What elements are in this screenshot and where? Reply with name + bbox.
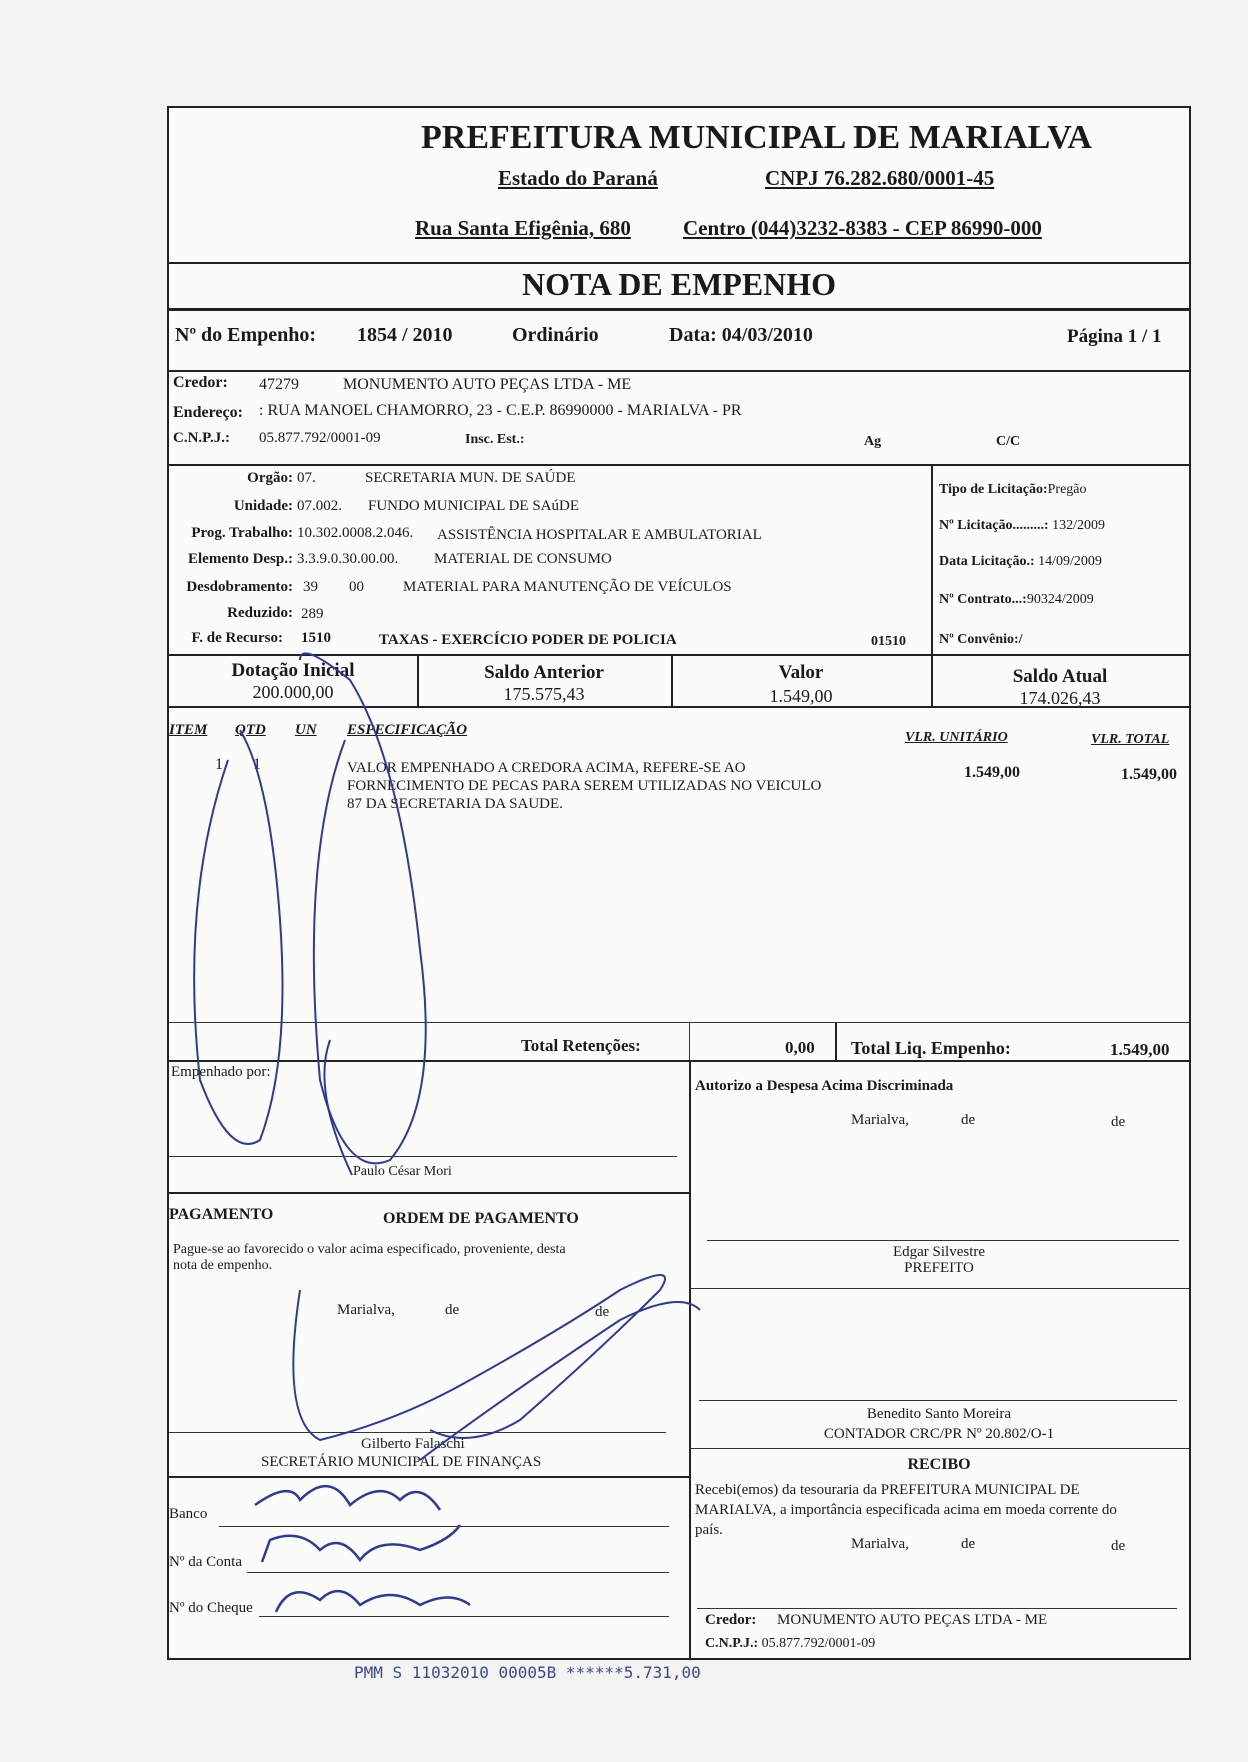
numero-contrato: Nº Contrato...:90324/2009 bbox=[939, 592, 1094, 607]
cnpj-label: C.N.P.J.: bbox=[173, 430, 230, 446]
row-spec-line1: VALOR EMPENHADO A CREDORA ACIMA, REFERE-SE AO bbox=[347, 760, 746, 776]
autorizo-label: Autorizo a Despesa Acima Discriminada bbox=[695, 1078, 954, 1094]
pagamento-label: PAGAMENTO bbox=[169, 1206, 274, 1223]
recibo-city: Marialva, bbox=[851, 1536, 909, 1552]
page-number: Página 1 / 1 bbox=[1067, 326, 1162, 347]
contador-role: CONTADOR CRC/PR Nº 20.802/O-1 bbox=[823, 1426, 1055, 1442]
credor-label: Credor: bbox=[173, 374, 228, 391]
data-licitacao: Data Licitação.: 14/09/2009 bbox=[939, 554, 1102, 569]
recurso-code: 1510 bbox=[301, 630, 331, 646]
credor-name: MONUMENTO AUTO PEÇAS LTDA - ME bbox=[343, 376, 632, 393]
signer-2: Gilberto Falaschi bbox=[361, 1436, 465, 1452]
dotacao-value: 200.000,00 bbox=[252, 682, 334, 702]
recibo-de-1: de bbox=[961, 1536, 976, 1552]
retencoes-label: Total Retenções: bbox=[521, 1036, 641, 1055]
cc-label: C/C bbox=[996, 434, 1021, 449]
col-qtd: QTD bbox=[235, 722, 266, 738]
address-label: Endereço: bbox=[173, 404, 243, 421]
prefeito-role: PREFEITO bbox=[904, 1260, 974, 1276]
contact-text: Centro (044)3232-8383 - CEP 86990-000 bbox=[683, 216, 1042, 240]
reduzido-label: Reduzido: bbox=[227, 605, 293, 621]
valor-value: 1.549,00 bbox=[769, 686, 833, 706]
desdobramento-code: 39 bbox=[303, 579, 318, 595]
saldo-atual-value: 174.026,43 bbox=[1019, 688, 1101, 708]
credor-address: : RUA MANOEL CHAMORRO, 23 - C.E.P. 86990000 - MARIALVA - PR bbox=[259, 402, 742, 419]
empenho-number: 1854 / 2010 bbox=[357, 324, 453, 346]
numero-licitacao: Nº Licitação.........: 132/2009 bbox=[939, 518, 1105, 533]
cheque-label: Nº do Cheque bbox=[169, 1600, 253, 1616]
unidade-code: 07.002. bbox=[297, 498, 342, 514]
autorizo-city: Marialva, bbox=[851, 1112, 909, 1128]
recibo-de-2: de bbox=[1111, 1538, 1126, 1554]
recibo-line-2: MARIALVA, a importância especificada acima em moeda corrente do bbox=[695, 1502, 1117, 1518]
document-title: NOTA DE EMPENHO bbox=[521, 266, 837, 302]
pague-line-2: nota de empenho. bbox=[173, 1258, 273, 1273]
contador-name: Benedito Santo Moreira bbox=[866, 1406, 1012, 1422]
recurso-label: F. de Recurso: bbox=[191, 630, 283, 646]
orgao-code: 07. bbox=[297, 470, 316, 486]
ag-label: Ag bbox=[864, 434, 882, 449]
row-vlr-unitario: 1.549,00 bbox=[964, 764, 1020, 781]
recurso-name: TAXAS - EXERCÍCIO PODER DE POLICIA bbox=[379, 632, 677, 648]
saldo-anterior-label: Saldo Anterior bbox=[484, 662, 604, 683]
signer-1: Paulo César Mori bbox=[353, 1164, 452, 1179]
numero-convenio: Nº Convênio:/ bbox=[939, 632, 1023, 647]
reduzido-value: 289 bbox=[301, 606, 324, 622]
empenho-label: Nº do Empenho: bbox=[175, 324, 317, 346]
elemento-code: 3.3.9.0.30.00.00. bbox=[297, 551, 399, 567]
pagamento-de-1: de bbox=[445, 1302, 460, 1318]
col-un: UN bbox=[295, 722, 317, 738]
pagamento-de-2: de bbox=[595, 1304, 610, 1320]
prefeito-name: Edgar Silvestre bbox=[892, 1244, 986, 1260]
ordem-pagamento-label: ORDEM DE PAGAMENTO bbox=[383, 1210, 579, 1227]
valor-label: Valor bbox=[778, 662, 824, 683]
col-vlr-unitario: VLR. UNITÁRIO bbox=[905, 730, 1008, 745]
empenhado-por-label: Empenhado por: bbox=[171, 1064, 271, 1080]
row-vlr-total: 1.549,00 bbox=[1121, 766, 1177, 783]
state-text: Estado do Paraná bbox=[498, 166, 658, 190]
retencoes-value: 0,00 bbox=[785, 1038, 815, 1057]
elemento-name: MATERIAL DE CONSUMO bbox=[434, 551, 612, 567]
recibo-credor-value: MONUMENTO AUTO PEÇAS LTDA - ME bbox=[777, 1612, 1048, 1628]
recibo-line-3: país. bbox=[695, 1522, 723, 1538]
desdobramento-sub: 00 bbox=[349, 579, 364, 595]
autorizo-de-2: de bbox=[1111, 1114, 1126, 1130]
saldo-anterior-value: 175.575,43 bbox=[503, 684, 585, 704]
liq-label: Total Liq. Empenho: bbox=[851, 1038, 1011, 1058]
orgao-name: SECRETARIA MUN. DE SAÚDE bbox=[365, 470, 576, 486]
signer-2-role: SECRETÁRIO MUNICIPAL DE FINANÇAS bbox=[261, 1454, 542, 1470]
desdobramento-name: MATERIAL PARA MANUTENÇÃO DE VEÍCULOS bbox=[403, 579, 732, 595]
dotacao-label: Dotação Inicial bbox=[231, 660, 355, 681]
tipo-licitacao: Tipo de Licitação:Pregão bbox=[939, 482, 1087, 497]
col-item: ITEM bbox=[169, 722, 208, 738]
unidade-label: Unidade: bbox=[233, 498, 293, 514]
recibo-credor-label: Credor: bbox=[705, 1612, 757, 1628]
banco-label: Banco bbox=[169, 1506, 208, 1522]
row-item: 1 bbox=[215, 756, 223, 773]
credor-cnpj: 05.877.792/0001-09 bbox=[259, 430, 381, 446]
elemento-label: Elemento Desp.: bbox=[188, 551, 293, 567]
autorizo-de-1: de bbox=[961, 1112, 976, 1128]
insc-label: Insc. Est.: bbox=[465, 432, 525, 447]
liq-value: 1.549,00 bbox=[1110, 1040, 1170, 1059]
address-text: Rua Santa Efigênia, 680 bbox=[415, 216, 631, 240]
col-vlr-total: VLR. TOTAL bbox=[1091, 732, 1170, 747]
unidade-name: FUNDO MUNICIPAL DE SAúDE bbox=[368, 498, 579, 514]
saldo-atual-label: Saldo Atual bbox=[1012, 666, 1108, 687]
empenho-date: Data: 04/03/2010 bbox=[669, 324, 813, 346]
conta-label: Nº da Conta bbox=[169, 1554, 242, 1570]
nota-de-empenho-form bbox=[167, 106, 1191, 1660]
pagamento-city: Marialva, bbox=[337, 1302, 395, 1318]
recibo-title: RECIBO bbox=[907, 1456, 971, 1473]
prog-name: ASSISTÊNCIA HOSPITALAR E AMBULATORIAL bbox=[437, 527, 762, 543]
empenho-type: Ordinário bbox=[512, 324, 599, 346]
machine-stamp: PMM S 11032010 00005B ******5.731,00 bbox=[354, 1663, 701, 1682]
cnpj-text: CNPJ 76.282.680/0001-45 bbox=[765, 166, 995, 190]
prog-code: 10.302.0008.2.046. bbox=[297, 525, 414, 541]
recibo-cnpj-label: C.N.P.J.: 05.877.792/0001-09 bbox=[705, 1636, 876, 1651]
row-qtd: 1 bbox=[253, 756, 261, 773]
page-title: PREFEITURA MUNICIPAL DE MARIALVA bbox=[421, 119, 1092, 156]
recurso-code-2: 01510 bbox=[871, 634, 906, 649]
row-spec-line2: FORNECIMENTO DE PECAS PARA SEREM UTILIZADAS NO VEICULO bbox=[347, 778, 822, 794]
prog-label: Prog. Trabalho: bbox=[191, 525, 293, 541]
col-especificacao: ESPECIFICAÇÃO bbox=[347, 722, 468, 738]
orgao-label: Orgão: bbox=[247, 470, 293, 486]
recibo-line-1: Recebi(emos) da tesouraria da PREFEITURA MUNICIPAL DE bbox=[695, 1482, 1080, 1498]
row-spec-line3: 87 DA SECRETARIA DA SAUDE. bbox=[347, 796, 563, 812]
desdobramento-label: Desdobramento: bbox=[186, 579, 293, 595]
credor-code: 47279 bbox=[259, 376, 299, 393]
pague-line-1: Pague-se ao favorecido o valor acima especificado, proveniente, desta bbox=[173, 1242, 566, 1257]
